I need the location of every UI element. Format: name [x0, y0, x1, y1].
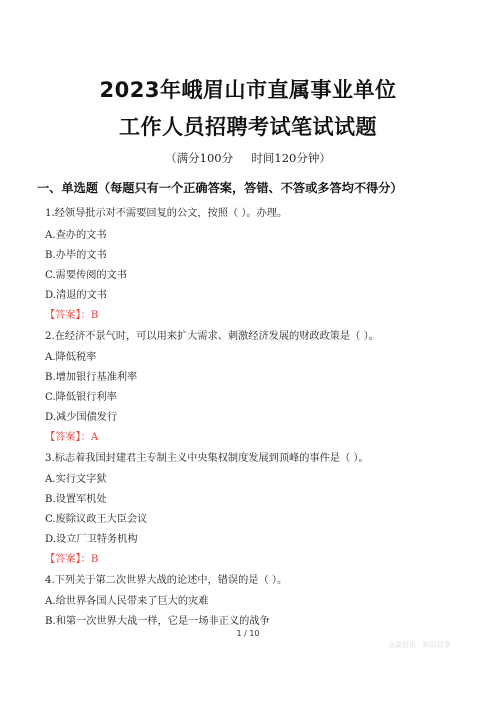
question-option: B.和第一次世界大战一样，它是一场非正义的战争 — [45, 616, 270, 627]
question-stem: 4.下列关于第二次世界大战的论述中，错误的是（ ）。 — [45, 575, 288, 586]
question-option: B.办毕的文书 — [45, 250, 107, 261]
answer-label: 【答案】：B — [45, 310, 99, 321]
question-option: C.需要传阅的文书 — [45, 270, 127, 281]
question-option: D.设立厂卫特务机构 — [45, 534, 138, 545]
question-option: A.查办的文书 — [45, 230, 107, 241]
question-option: A.给世界各国人民带来了巨大的灾难 — [45, 596, 209, 607]
question-option: D.减少国债发行 — [45, 412, 118, 423]
page-indicator: 1 / 10 — [236, 629, 260, 638]
question-option: A.降低税率 — [45, 352, 97, 363]
question-option: B.增加银行基准利率 — [45, 372, 138, 383]
question-stem: 3.标志着我国封建君主专制主义中央集权制度发展到顶峰的事件是（ ）。 — [45, 453, 369, 464]
question-option: A.实行文字狱 — [45, 474, 107, 485]
section-heading: 一、单选题（每题只有一个正确答案，答错、不答或多答均不得分） — [37, 181, 403, 195]
answer-label: 【答案】：A — [45, 432, 99, 443]
question-stem: 1.经领导批示对不需要回复的公文，按照（ ）。办理。 — [45, 208, 288, 219]
question-option: D.清退的文书 — [45, 290, 107, 301]
question-option: B.设置军机处 — [45, 494, 107, 505]
question-option: C.降低银行利率 — [45, 392, 117, 403]
exam-info-subtitle: （满分100分 时间120分钟） — [165, 151, 331, 165]
question-stem: 2.在经济不景气时，可以用来扩大需求、刺激经济发展的财政政策是（ ）。 — [45, 331, 379, 342]
answer-label: 【答案】：B — [45, 554, 99, 565]
document-title-line-1: 2023年峨眉山市直属事业单位 — [99, 78, 397, 102]
document-title-line-2: 工作人员招聘考试笔试试题 — [119, 115, 377, 139]
question-option: C.废除议政王大臣会议 — [45, 514, 148, 525]
watermark: 众森资讯 · 知识共享 — [388, 641, 451, 649]
